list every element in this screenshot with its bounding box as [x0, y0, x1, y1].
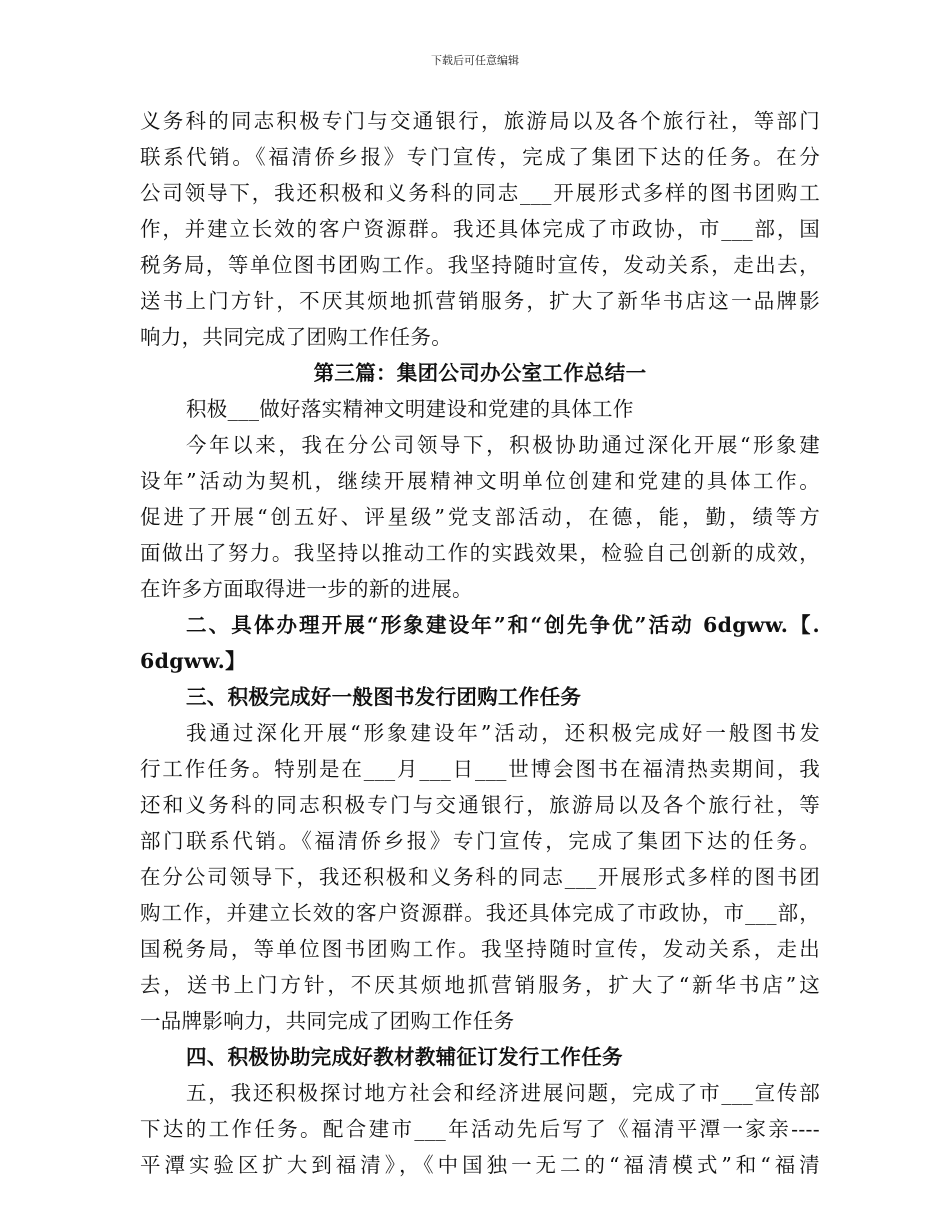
body-line: 面做出了努力。我坚持以推动工作的实践效果，检验自己创新的成效，: [140, 541, 820, 565]
body-line: 还和义务科的同志积极专门与交通银行，旅游局以及各个旅行社，等: [140, 793, 820, 817]
body-line: 义务科的同志积极专门与交通银行，旅游局以及各个旅行社，等部门: [140, 109, 820, 133]
body-line: 五，我还积极探讨地方社会和经济进展问题，完成了市___宣传部: [186, 1081, 820, 1105]
body-line: 我通过深化开展“形象建设年”活动，还积极完成好一般图书发: [186, 721, 820, 745]
body-line: 平潭实验区扩大到福清》，《中国独一无二的“福清模式”和“福清: [140, 1153, 820, 1177]
body-line: 响力，共同完成了团购工作任务。: [140, 325, 452, 349]
body-line: 部门联系代销。《福清侨乡报》专门宣传，完成了集团下达的任务。: [140, 829, 820, 853]
subtitle-line: 积极___做好落实精神文明建设和党建的具体工作: [186, 397, 634, 421]
page-header: 下载后可任意编辑: [431, 54, 519, 67]
body-line: 国税务局，等单位图书团购工作。我坚持随时宣传，发动关系，走出: [140, 937, 820, 961]
body-line: 下达的工作任务。配合建市___年活动先后写了《福清平潭一家亲----: [140, 1117, 820, 1141]
body-line: 购工作，并建立长效的客户资源群。我还具体完成了市政协，市___部，: [140, 901, 820, 925]
section-heading: 三、积极完成好一般图书发行团购工作任务: [186, 685, 582, 709]
section-title: 第三篇：集团公司办公室工作总结一: [313, 361, 647, 385]
body-line: 在分公司领导下，我还积极和义务科的同志___开展形式多样的图书团: [140, 865, 820, 889]
section-heading: 6dgww.】: [140, 649, 246, 673]
document-body: [140, 103, 820, 1183]
section-heading: 二、具体办理开展“形象建设年”和“创先争优”活动 6dgww.【.: [186, 613, 820, 637]
body-line: 一品牌影响力，共同完成了团购工作任务: [140, 1009, 515, 1033]
body-line: 今年以来，我在分公司领导下，积极协助通过深化开展“形象建: [186, 433, 820, 457]
body-line: 去，送书上门方针，不厌其烦地抓营销服务，扩大了“新华书店”这: [140, 973, 820, 997]
body-line: 设年”活动为契机，继续开展精神文明单位创建和党建的具体工作。: [140, 469, 820, 493]
body-line: 送书上门方针，不厌其烦地抓营销服务，扩大了新华书店这一品牌影: [140, 289, 820, 313]
body-line: 公司领导下，我还积极和义务科的同志___开展形式多样的图书团购工: [140, 181, 820, 205]
body-line: 税务局，等单位图书团购工作。我坚持随时宣传，发动关系，走出去，: [140, 253, 820, 277]
body-line: 联系代销。《福清侨乡报》专门宣传，完成了集团下达的任务。在分: [140, 145, 820, 169]
body-line: 促进了开展“创五好、评星级”党支部活动，在德，能，勤，绩等方: [140, 505, 820, 529]
section-heading: 四、积极协助完成好教材教辅征订发行工作任务: [186, 1045, 623, 1069]
body-line: 在许多方面取得进一步的新的进展。: [140, 577, 473, 601]
body-line: 作，并建立长效的客户资源群。我还具体完成了市政协，市___部，国: [140, 217, 820, 241]
body-line: 行工作任务。特别是在___月___日___世博会图书在福清热卖期间，我: [140, 757, 820, 781]
